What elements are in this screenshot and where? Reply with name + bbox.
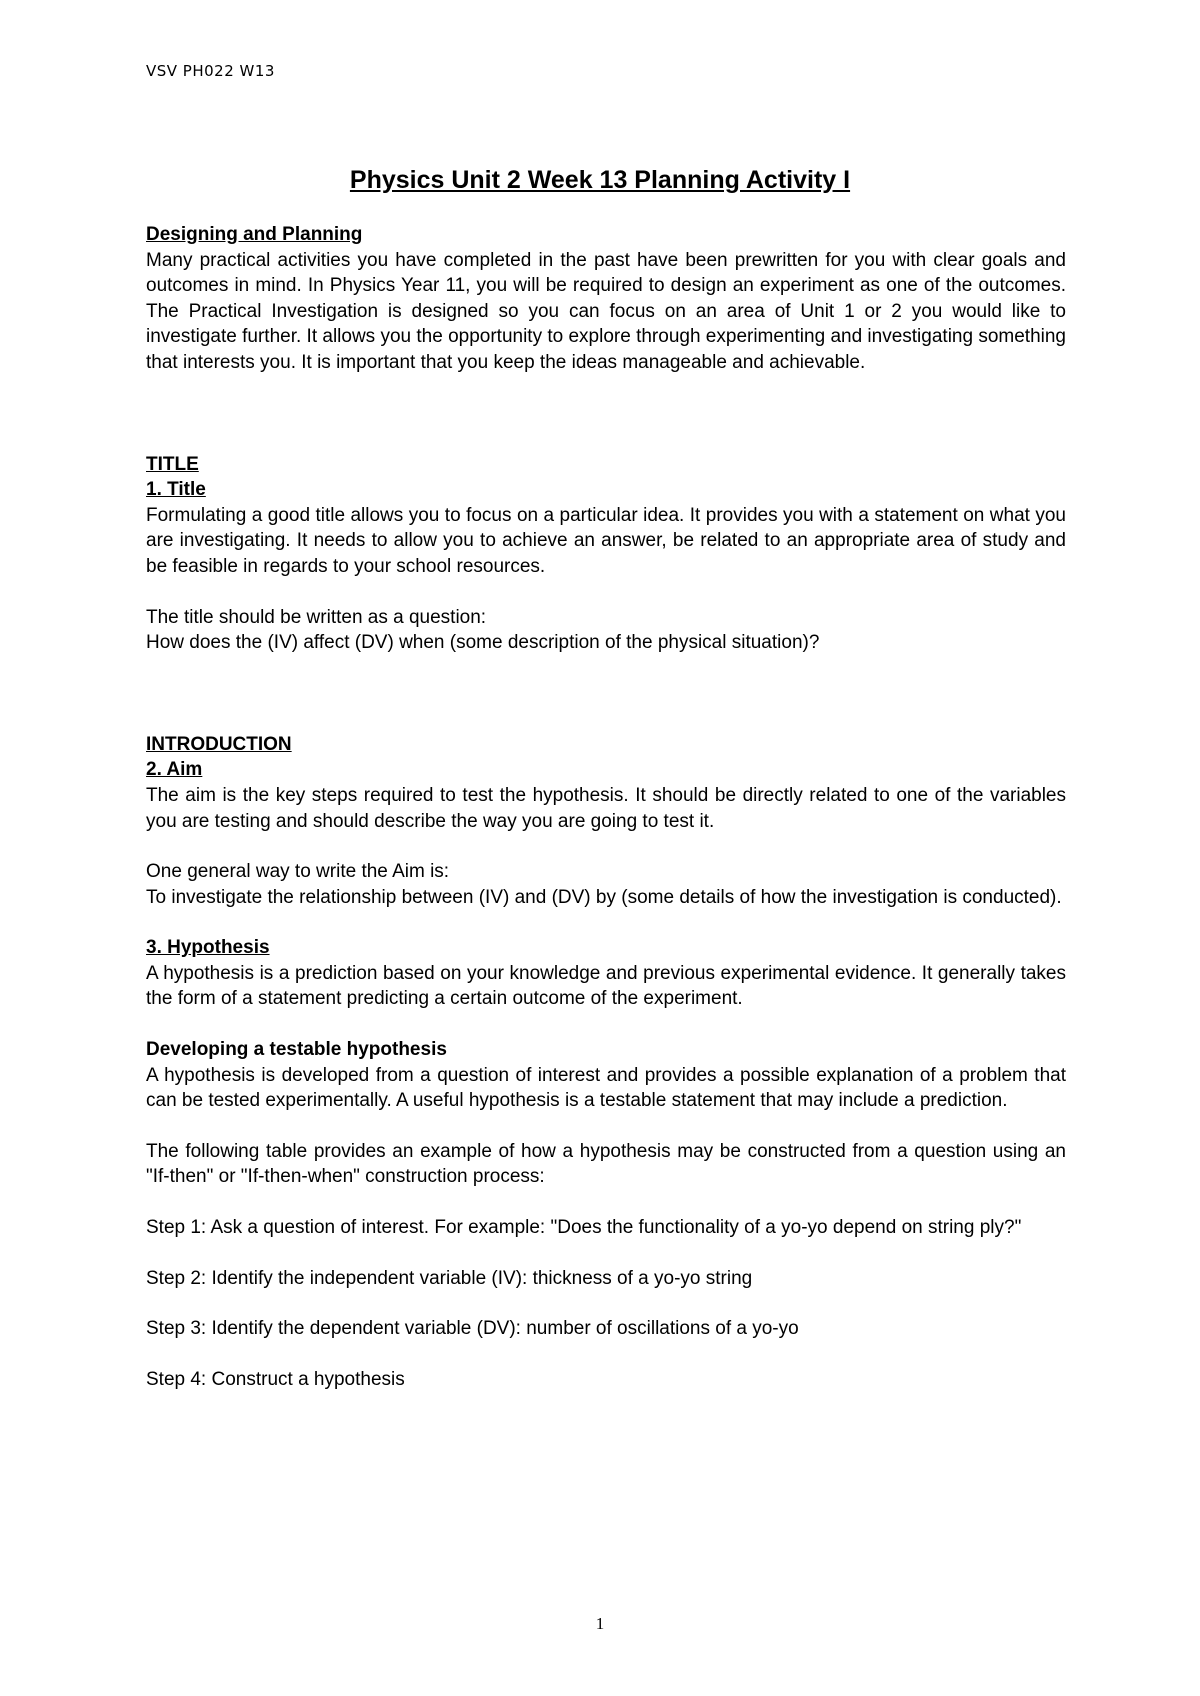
step-2: Step 2: Identify the independent variable (IV): thickness of a yo-yo string [146, 1267, 753, 1289]
step-3: Step 3: Identify the dependent variable (DV): number of oscillations of a yo-yo [146, 1318, 799, 1340]
header-code: VSV PH022 W13 [146, 62, 275, 80]
testable-hypothesis-heading: Developing a testable hypothesis [146, 1039, 447, 1061]
hypothesis-subheading: 3. Hypothesis [146, 937, 270, 959]
page-title: Physics Unit 2 Week 13 Planning Activity I [349, 166, 851, 194]
aim-general-format: To investigate the relationship between (IV) and (DV) by (some details of how the investigation is conducted). [146, 886, 1062, 908]
aim-subheading: 2. Aim [146, 759, 203, 781]
title-section-heading: TITLE [146, 453, 199, 475]
hypothesis-body: A hypothesis is a prediction based on your knowledge and previous experimental evidence. It generally takes the form of a statement predicting a certain outcome of the experiment. [146, 962, 1066, 1010]
step-1: Step 1: Ask a question of interest. For example: "Does the functionality of a yo-yo depend on string ply?" [146, 1217, 1022, 1239]
testable-hypothesis-body: A hypothesis is developed from a question of interest and provides a possible explanation of a problem that can be tested experimentally. A useful hypothesis is a testable statement that may include a prediction. [146, 1064, 1066, 1112]
page-number: 1 [595, 1614, 605, 1633]
title-subheading: 1. Title [146, 479, 206, 501]
table-intro: The following table provides an example of how a hypothesis may be constructed from a question using an "If-then" or "If-then-when" construction process: [146, 1140, 1066, 1188]
designing-body: Many practical activities you have completed in the past have been prewritten for you with clear goals and outcomes in mind. In Physics Year 11, you will be required to design an experiment as one of the outcomes. The Practical Investigation is designed so you can focus on an area of Unit 1 or 2 you would like to investigate further. It allows you the opportunity to explore through experimenting and investigating something that interests you. It is important that you keep the ideas manageable and achievable. [146, 249, 1066, 373]
step-4: Step 4: Construct a hypothesis [146, 1368, 405, 1390]
title-body: Formulating a good title allows you to focus on a particular idea. It provides you with a statement on what you are investigating. It needs to allow you to achieve an answer, be related to an appropriate area of study and be feasible in regards to your school resources. [146, 504, 1066, 577]
designing-heading: Designing and Planning [146, 224, 363, 245]
document-body [146, 222, 1066, 1392]
aim-body: The aim is the key steps required to test the hypothesis. It should be directly related to one of the variables you are testing and should describe the way you are going to test it. [146, 784, 1066, 832]
title-question-intro: The title should be written as a question: [146, 606, 487, 628]
introduction-heading: INTRODUCTION [146, 733, 292, 755]
title-question-format: How does the (IV) affect (DV) when (some description of the physical situation)? [146, 632, 820, 654]
aim-general-intro: One general way to write the Aim is: [146, 861, 450, 883]
